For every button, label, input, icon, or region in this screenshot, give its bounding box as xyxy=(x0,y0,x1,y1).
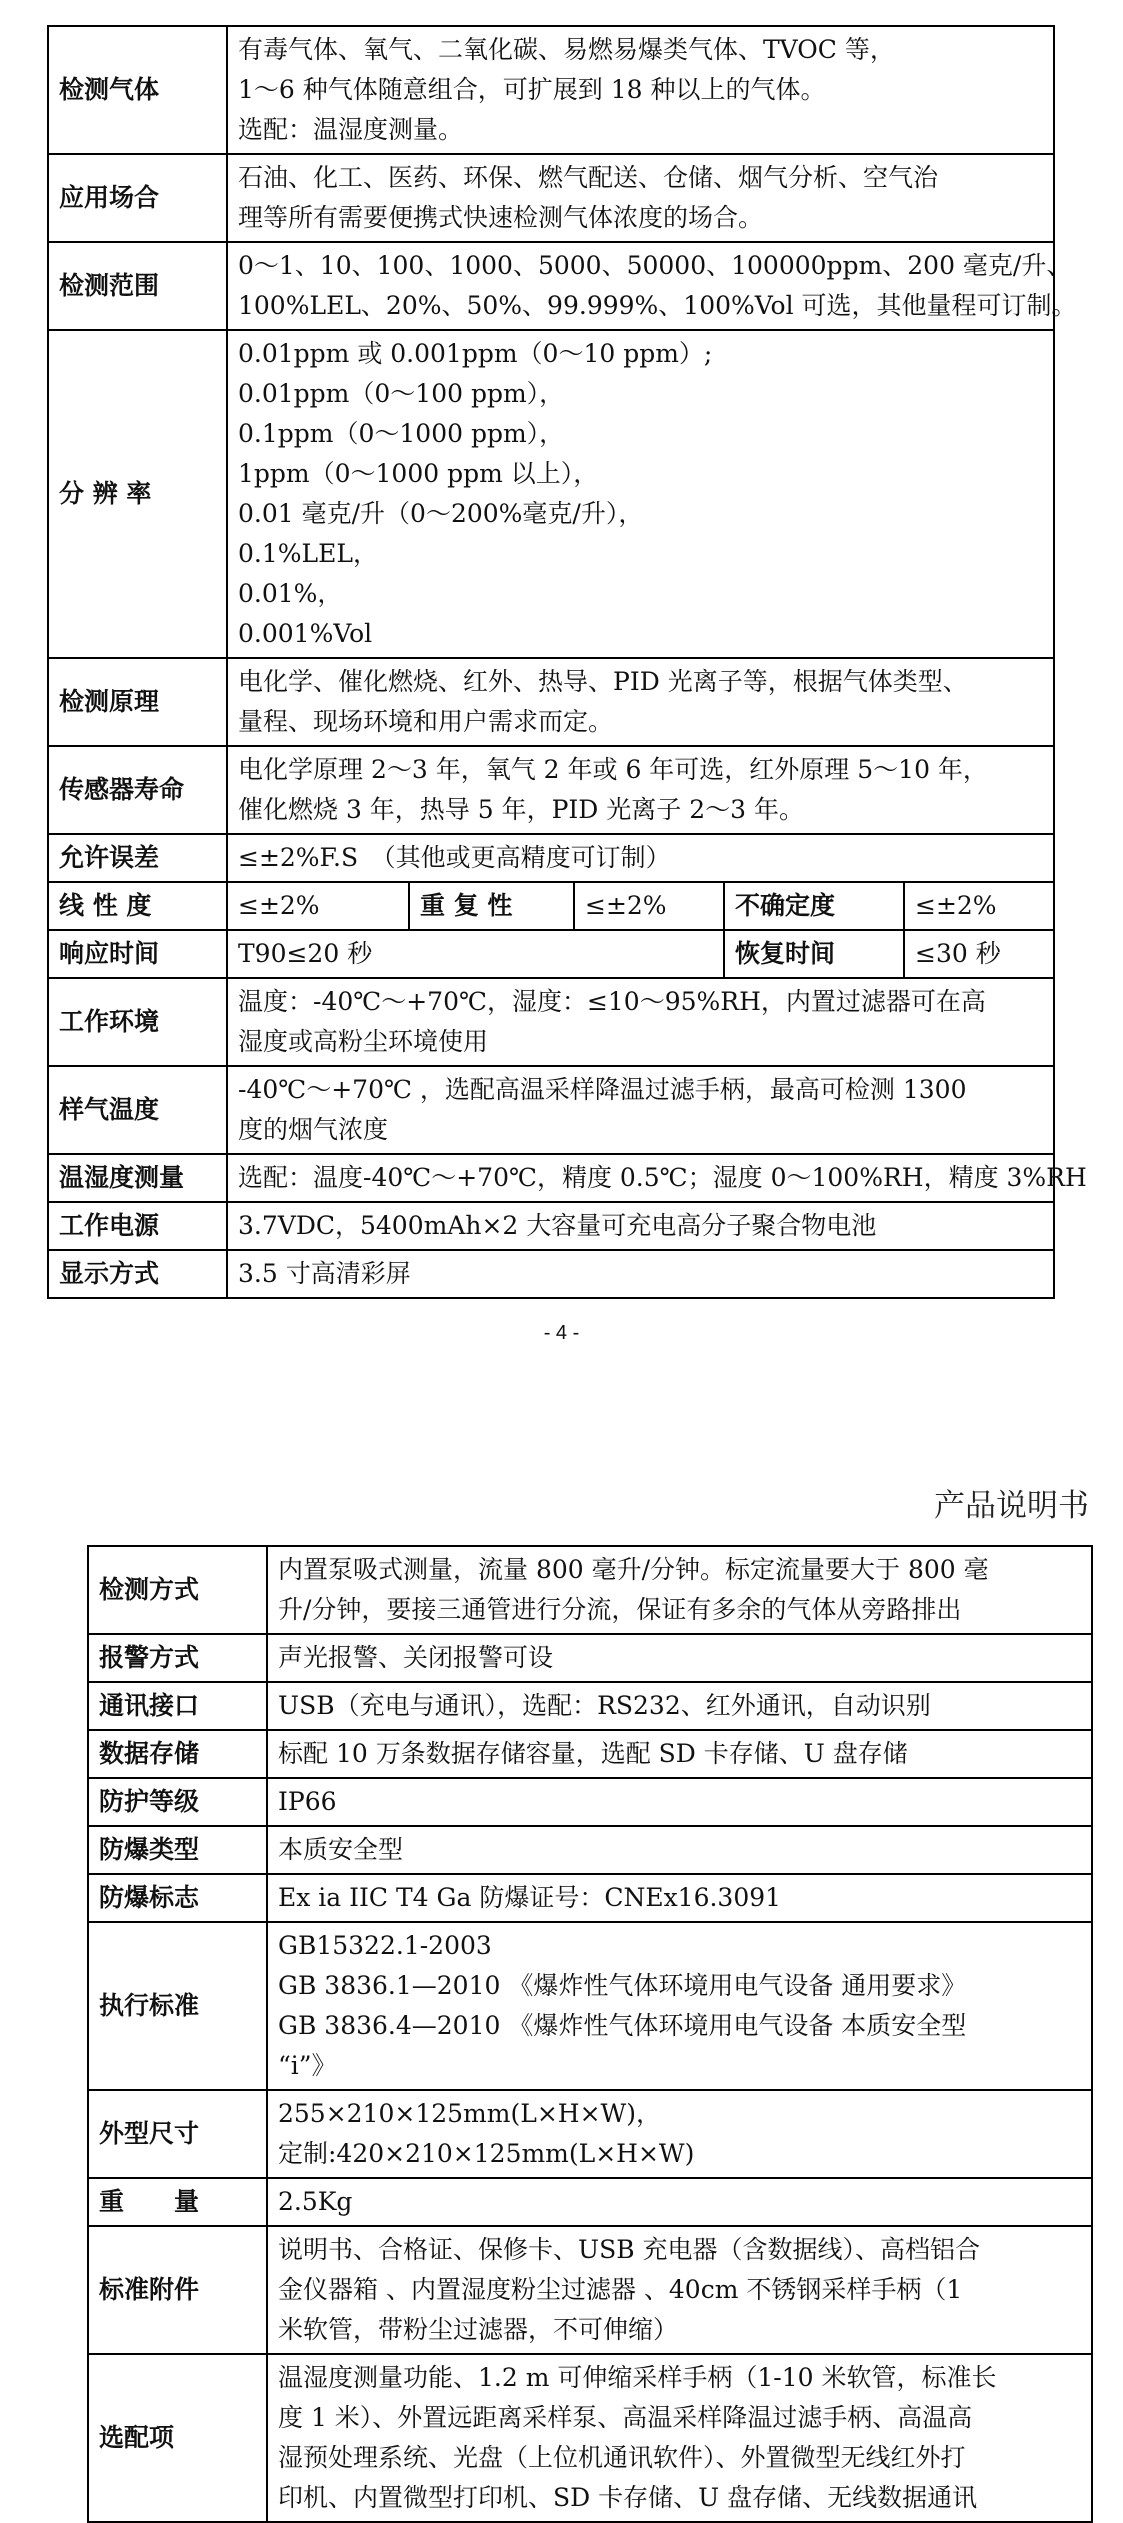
spec-value-line: 湿预处理系统、光盘（上位机通讯软件）、外置微型无线红外打 xyxy=(278,2443,966,2472)
spec-value xyxy=(227,978,1054,1066)
spec-value-line: 石油、化工、医药、环保、燃气配送、仓储、烟气分析、空气治 xyxy=(238,163,939,192)
spec-label: 检测范围 xyxy=(48,242,227,330)
spec-label: 报警方式 xyxy=(88,1634,267,1682)
spec-row xyxy=(88,1634,1092,1682)
spec-value-line: 金仪器箱 、内置湿度粉尘过滤器 、40cm 不锈钢采样手柄（1 xyxy=(278,2275,963,2304)
spec-value-line: USB（充电与通讯），选配：RS232、红外通讯，自动识别 xyxy=(278,1691,931,1720)
spec-value-line: ≤±2%F.S （其他或更高精度可订制） xyxy=(238,843,671,872)
uncertainty-value: ≤±2% xyxy=(904,882,1054,930)
spec-value xyxy=(227,154,1054,242)
spec-value xyxy=(267,1874,1092,1922)
spec-label: 防护等级 xyxy=(88,1778,267,1826)
spec-value-line: 0.01 毫克/升（0～200%毫克/升）， xyxy=(238,499,644,528)
spec-value-line: 温度：-40℃～+70℃，湿度：≤10～95%RH，内置过滤器可在高 xyxy=(238,987,986,1016)
spec-label: 数据存储 xyxy=(88,1730,267,1778)
spec-label: 检测方式 xyxy=(88,1546,267,1634)
linearity-value: ≤±2% xyxy=(227,882,409,930)
spec-value-line: 电化学原理 2～3 年，氧气 2 年或 6 年可选，红外原理 5～10 年， xyxy=(238,755,988,784)
spec-value xyxy=(227,1202,1054,1250)
spec-row xyxy=(48,1202,1054,1250)
row-response-time xyxy=(48,930,1054,978)
response-time-value: T90≤20 秒 xyxy=(227,930,724,978)
spec-value xyxy=(267,1634,1092,1682)
spec-value xyxy=(267,1826,1092,1874)
spec-row xyxy=(88,2090,1092,2178)
spec-value xyxy=(227,330,1054,658)
spec-label: 显示方式 xyxy=(48,1250,227,1298)
spec-value-line: 说明书、合格证、保修卡、USB 充电器（含数据线）、高档铝合 xyxy=(278,2235,981,2264)
spec-value-line: -40℃～+70℃ ，选配高温采样降温过滤手柄，最高可检测 1300 xyxy=(238,1075,967,1104)
spec-value xyxy=(267,1778,1092,1826)
spec-value-line: 本质安全型 xyxy=(278,1835,404,1864)
spec-row xyxy=(88,2354,1092,2522)
recovery-time-label: 恢复时间 xyxy=(724,930,904,978)
spec-value-line: 催化燃烧 3 年，热导 5 年，PID 光离子 2～3 年。 xyxy=(238,795,804,824)
spec-label: 工作电源 xyxy=(48,1202,227,1250)
spec-value-line: 理等所有需要便携式快速检测气体浓度的场合。 xyxy=(238,203,764,232)
spec-value xyxy=(267,1682,1092,1730)
spec-value-line: 声光报警、关闭报警可设 xyxy=(278,1643,554,1672)
spec-label: 分 辨 率 xyxy=(48,330,227,658)
spec-value-line: 3.5 寸高清彩屏 xyxy=(238,1259,411,1288)
spec-row xyxy=(48,330,1054,658)
spec-value-line: GB 3836.1—2010 《爆炸性气体环境用电气设备 通用要求》 xyxy=(278,1971,967,2000)
spec-row xyxy=(88,2226,1092,2354)
spec-row xyxy=(88,1682,1092,1730)
spec-value-line: 0～1、10、100、1000、5000、50000、100000ppm、200 毫克/升、 xyxy=(238,251,1072,280)
spec-value-line: Ex ia IIC T4 Ga 防爆证号：CNEx16.3091 xyxy=(278,1883,782,1912)
spec-value xyxy=(267,2226,1092,2354)
spec-label: 外型尺寸 xyxy=(88,2090,267,2178)
spec-row xyxy=(88,1778,1092,1826)
spec-label: 允许误差 xyxy=(48,834,227,882)
spec-value-line: 0.01ppm 或 0.001ppm（0～10 ppm）; xyxy=(238,339,713,368)
spec-value xyxy=(227,242,1077,330)
linearity-label: 线 性 度 xyxy=(48,882,227,930)
spec-label: 工作环境 xyxy=(48,978,227,1066)
spec-value xyxy=(227,834,1054,882)
spec-value xyxy=(227,1250,1054,1298)
spec-label: 防爆类型 xyxy=(88,1826,267,1874)
spec-value-line: 1～6 种气体随意组合，可扩展到 18 种以上的气体。 xyxy=(238,75,826,104)
spec-label: 传感器寿命 xyxy=(48,746,227,834)
spec-value xyxy=(227,1154,1087,1202)
spec-value-line: 电化学、催化燃烧、红外、热导、PID 光离子等，根据气体类型、 xyxy=(238,667,968,696)
spec-value xyxy=(227,26,1054,154)
spec-value-line: 选配：温度-40℃～+70℃，精度 0.5℃；湿度 0～100%RH，精度 3%RH xyxy=(238,1163,1087,1192)
spec-value-line: 2.5Kg xyxy=(278,2187,353,2216)
spec-label: 样气温度 xyxy=(48,1066,227,1154)
spec-value-line: GB15322.1-2003 xyxy=(278,1931,492,1960)
uncertainty-label: 不确定度 xyxy=(724,882,904,930)
spec-value-line: 印机、内置微型打印机、SD 卡存储、U 盘存储、无线数据通讯 xyxy=(278,2483,978,2512)
spec-label: 防爆标志 xyxy=(88,1874,267,1922)
spec-value xyxy=(267,2178,1092,2226)
spec-value xyxy=(267,2090,1092,2178)
spec-row xyxy=(48,746,1054,834)
spec-row xyxy=(88,2178,1092,2226)
spec-value-line: 升/分钟，要接三通管进行分流，保证有多余的气体从旁路排出 xyxy=(278,1595,962,1624)
spec-row xyxy=(88,1874,1092,1922)
spec-value-line: 湿度或高粉尘环境使用 xyxy=(238,1027,489,1056)
spec-row xyxy=(48,1154,1054,1202)
repeatability-label: 重 复 性 xyxy=(409,882,574,930)
spec-value-line: 内置泵吸式测量，流量 800 毫升/分钟。标定流量要大于 800 毫 xyxy=(278,1555,989,1584)
spec-value-line: 有毒气体、氧气、二氧化碳、易燃易爆类气体、TVOC 等， xyxy=(238,35,895,64)
spec-value-line: 1ppm（0～1000 ppm 以上）， xyxy=(238,459,599,488)
spec-label: 应用场合 xyxy=(48,154,227,242)
spec-value xyxy=(267,2354,1092,2522)
spec-value xyxy=(267,1922,1092,2090)
spec-value-line: 温湿度测量功能、1.2 m 可伸缩采样手柄（1-10 米软管，标准长 xyxy=(278,2363,997,2392)
response-time-label: 响应时间 xyxy=(48,930,227,978)
spec-value-line: 0.1%LEL， xyxy=(238,539,378,568)
spec-value-line: 选配：温湿度测量。 xyxy=(238,115,464,144)
spec-row xyxy=(88,1546,1092,1634)
spec-value-line: IP66 xyxy=(278,1787,337,1816)
document-title: 产品说明书 xyxy=(934,1488,1089,1524)
spec-value-line: 100%LEL、20%、50%、99.999%、100%Vol 可选，其他量程可订制。 xyxy=(238,291,1077,320)
page-number: - 4 - xyxy=(543,1322,580,1344)
spec-row xyxy=(48,1250,1054,1298)
spec-value-line: 3.7VDC，5400mAh×2 大容量可充电高分子聚合物电池 xyxy=(238,1211,877,1240)
recovery-time-value: ≤30 秒 xyxy=(904,930,1054,978)
spec-row xyxy=(48,154,1054,242)
spec-table-page1 xyxy=(47,25,1087,1299)
spec-value-line: 标配 10 万条数据存储容量，选配 SD 卡存储、U 盘存储 xyxy=(278,1739,908,1768)
repeatability-value: ≤±2% xyxy=(574,882,724,930)
spec-label: 选配项 xyxy=(88,2354,267,2522)
spec-row xyxy=(48,658,1054,746)
spec-row xyxy=(88,1730,1092,1778)
spec-value-line: 量程、现场环境和用户需求而定。 xyxy=(238,707,614,736)
spec-label: 温湿度测量 xyxy=(48,1154,227,1202)
spec-value-line: 0.001%Vol xyxy=(238,619,373,648)
spec-value xyxy=(227,1066,1054,1154)
spec-value xyxy=(267,1546,1092,1634)
spec-row xyxy=(88,1826,1092,1874)
spec-value-line: 255×210×125mm(L×H×W)， xyxy=(278,2099,661,2128)
spec-label: 执行标准 xyxy=(88,1922,267,2090)
spec-row xyxy=(48,242,1054,330)
spec-value xyxy=(227,658,1054,746)
spec-value-line: GB 3836.4—2010 《爆炸性气体环境用电气设备 本质安全型 xyxy=(278,2011,967,2040)
spec-row xyxy=(48,1066,1054,1154)
spec-label: 检测气体 xyxy=(48,26,227,154)
spec-value-line: 0.1ppm（0～1000 ppm）， xyxy=(238,419,565,448)
spec-value-line: “i”》 xyxy=(278,2051,337,2080)
spec-label: 检测原理 xyxy=(48,658,227,746)
spec-label: 重 量 xyxy=(88,2178,267,2226)
spec-row xyxy=(48,834,1054,882)
spec-row xyxy=(48,978,1054,1066)
spec-row xyxy=(88,1922,1092,2090)
spec-value-line: 米软管，带粉尘过滤器，不可伸缩） xyxy=(278,2315,679,2344)
spec-label: 标准附件 xyxy=(88,2226,267,2354)
spec-table-page2 xyxy=(87,1545,1093,2523)
spec-value xyxy=(227,746,1054,834)
spec-value xyxy=(267,1730,1092,1778)
row-linearity xyxy=(48,882,1054,930)
spec-value-line: 度 1 米）、外置远距离采样泵、高温采样降温过滤手柄、高温高 xyxy=(278,2403,973,2432)
spec-value-line: 0.01ppm（0～100 ppm）， xyxy=(238,379,565,408)
spec-value-line: 定制:420×210×125mm(L×H×W) xyxy=(278,2139,695,2168)
spec-value-line: 0.01%， xyxy=(238,579,343,608)
spec-label: 通讯接口 xyxy=(88,1682,267,1730)
spec-value-line: 度的烟气浓度 xyxy=(238,1115,389,1144)
spec-row xyxy=(48,26,1054,154)
